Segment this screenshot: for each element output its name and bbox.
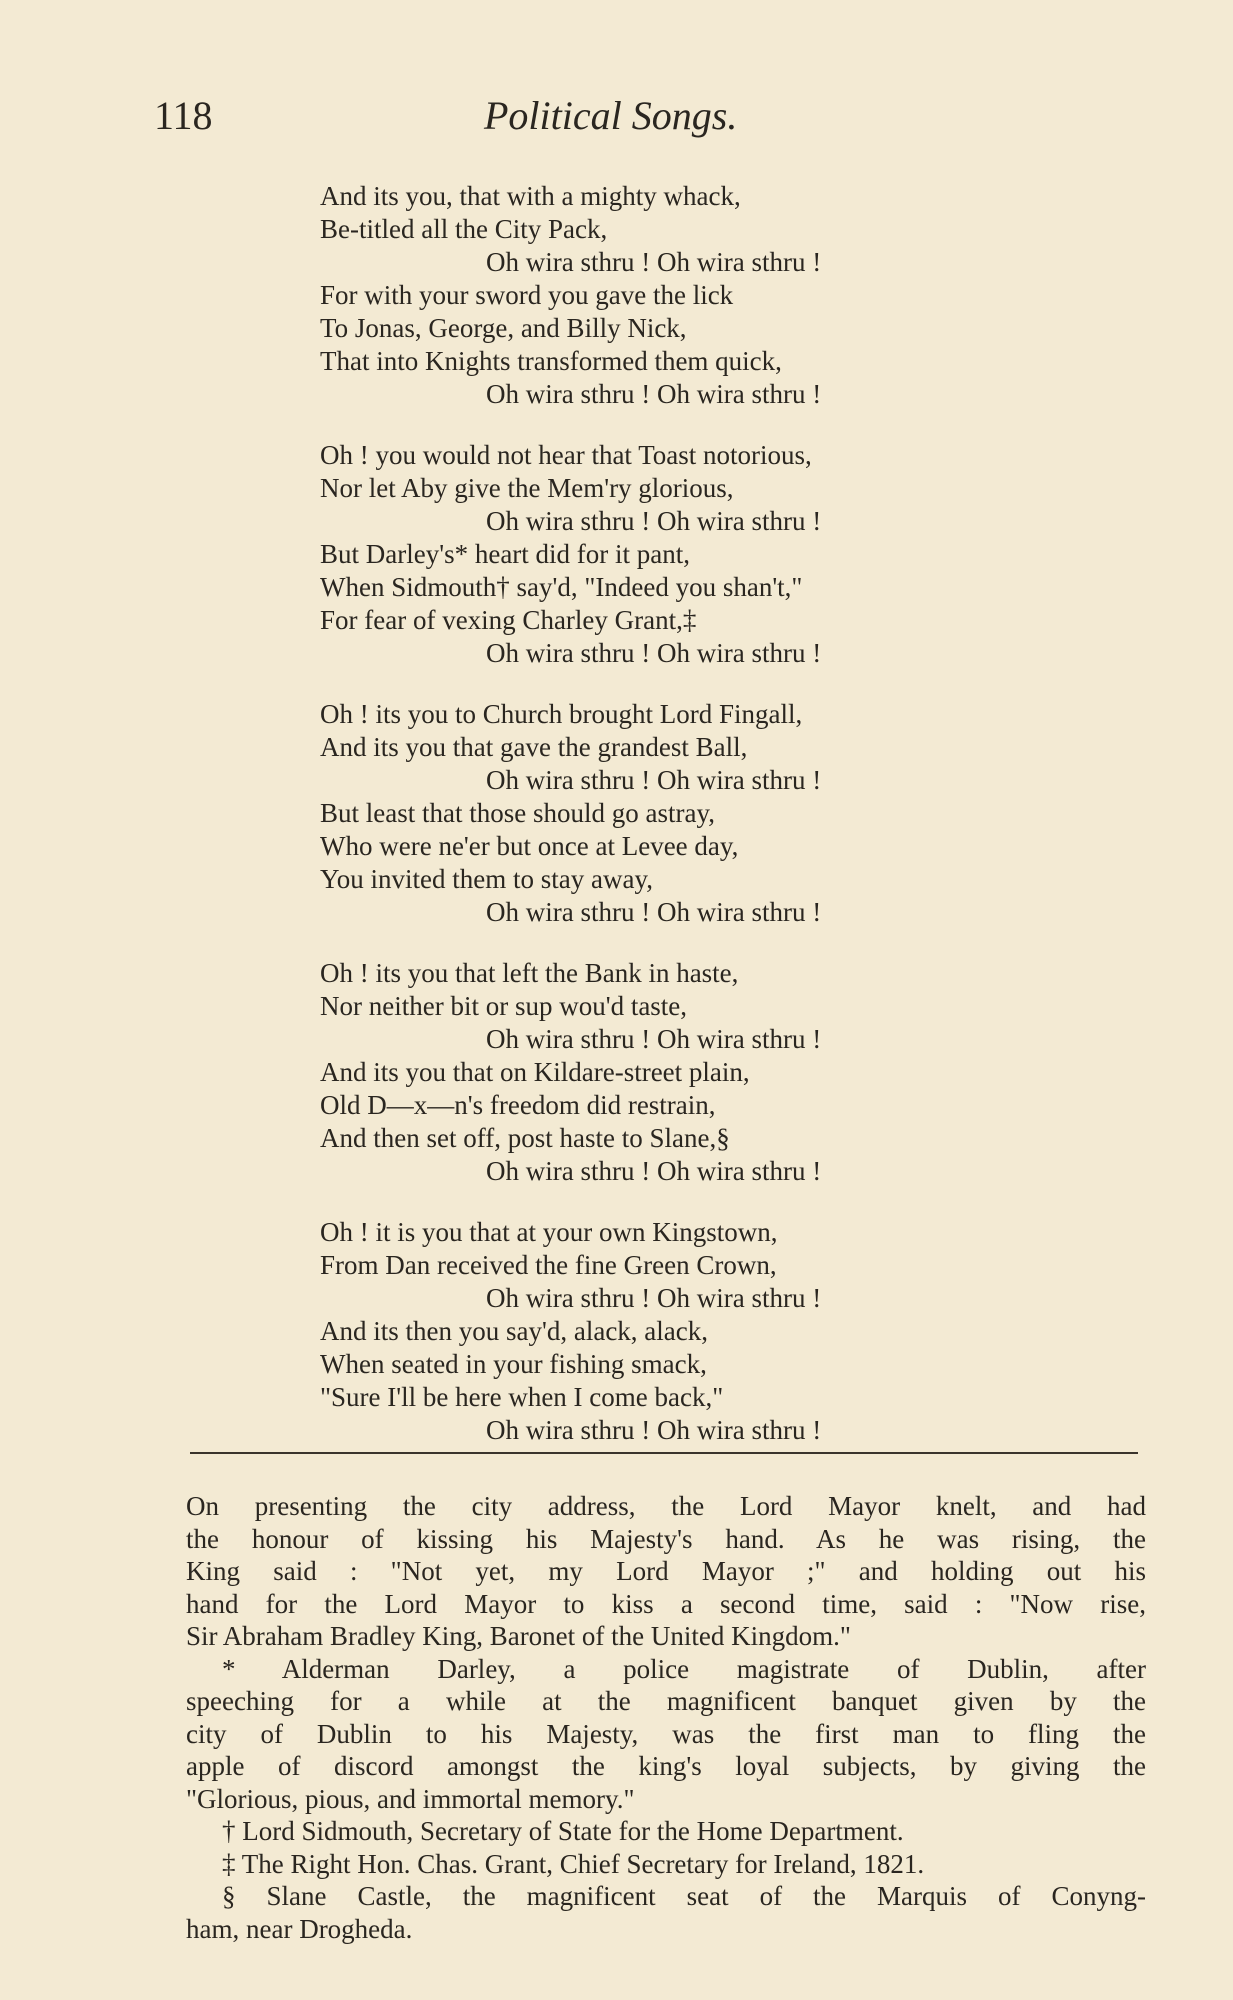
- footnote-grant: ‡ The Right Hon. Chas. Grant, Chief Secretary for Ireland, 1821.: [222, 1848, 925, 1879]
- verse-line: Who were ne'er but once at Levee day,: [320, 831, 739, 861]
- note-line: King said : "Not yet, my Lord Mayor ;" and holding out his: [186, 1556, 1146, 1586]
- page-number: 118: [154, 93, 213, 138]
- stanza-5: [320, 1216, 1040, 1447]
- verse-line: But least that those should go astray,: [320, 798, 715, 828]
- stanza-1: [320, 180, 1040, 411]
- refrain-line: Oh wira sthru ! Oh wira sthru !: [486, 765, 822, 795]
- verse-line: And its you, that with a mighty whack,: [320, 181, 741, 211]
- refrain-line: Oh wira sthru ! Oh wira sthru !: [486, 1283, 822, 1313]
- note-line: "Glorious, pious, and immortal memory.": [186, 1783, 635, 1814]
- stanza-4: [320, 957, 1040, 1188]
- running-title: Political Songs.: [484, 93, 738, 138]
- verse-line: To Jonas, George, and Billy Nick,: [320, 313, 687, 343]
- verse-line: For with your sword you gave the lick: [320, 280, 734, 310]
- note-line: apple of discord amongst the king's loyal subjects, by giving the: [186, 1751, 1146, 1781]
- refrain-line: Oh wira sthru ! Oh wira sthru !: [486, 379, 822, 409]
- note-line: On presenting the city address, the Lord Mayor knelt, and had: [186, 1491, 1146, 1521]
- verse-line: Oh ! its you that left the Bank in haste,: [320, 958, 739, 988]
- footnotes: [186, 1490, 1146, 1945]
- footnote-sidmouth: † Lord Sidmouth, Secretary of State for the Home Department.: [222, 1816, 904, 1846]
- verse-line: Oh ! it is you that at your own Kingstown,: [320, 1217, 778, 1247]
- footnote-slane: § Slane Castle, the magnificent seat of the Marquis of Conyng-: [222, 1881, 1146, 1911]
- note-line: the honour of kissing his Majesty's hand. As he was rising, the: [186, 1523, 1146, 1554]
- page-header: [154, 92, 914, 152]
- stanza-3: [320, 698, 1040, 929]
- verse-line: Oh ! you would not hear that Toast notorious,: [320, 440, 812, 470]
- verse-line: Oh ! its you to Church brought Lord Fingall,: [320, 699, 803, 729]
- refrain-line: Oh wira sthru ! Oh wira sthru !: [486, 1415, 822, 1445]
- note-line: hand for the Lord Mayor to kiss a second time, said : "Now rise,: [186, 1588, 1146, 1619]
- verse-line: And its you that gave the grandest Ball,: [320, 732, 748, 762]
- refrain-line: Oh wira sthru ! Oh wira sthru !: [486, 638, 822, 668]
- note-line: Sir Abraham Bradley King, Baronet of the United Kingdom.": [186, 1621, 851, 1651]
- footnote-darley: * Alderman Darley, a police magistrate of Dublin, after: [222, 1653, 1146, 1684]
- note-line: ham, near Drogheda.: [186, 1913, 413, 1944]
- refrain-line: Oh wira sthru ! Oh wira sthru !: [486, 247, 822, 277]
- verse-line: But Darley's* heart did for it pant,: [320, 539, 691, 569]
- poem: [320, 180, 1040, 1475]
- verse-line: From Dan received the fine Green Crown,: [320, 1250, 777, 1280]
- verse-line: When Sidmouth† say'd, "Indeed you shan't,": [320, 572, 803, 602]
- verse-line: And then set off, post haste to Slane,§: [320, 1123, 730, 1153]
- refrain-line: Oh wira sthru ! Oh wira sthru !: [486, 506, 822, 536]
- footnote-divider: [190, 1452, 1138, 1454]
- refrain-line: Oh wira sthru ! Oh wira sthru !: [486, 897, 822, 927]
- verse-line: For fear of vexing Charley Grant,‡: [320, 605, 697, 635]
- verse-line: Nor neither bit or sup wou'd taste,: [320, 991, 688, 1021]
- verse-line: And its you that on Kildare-street plain,: [320, 1057, 750, 1087]
- stanza-2: [320, 439, 1040, 670]
- verse-line: You invited them to stay away,: [320, 864, 653, 894]
- note-line: speeching for a while at the magnificent banquet given by the: [186, 1686, 1146, 1716]
- verse-line: Be-titled all the City Pack,: [320, 214, 608, 244]
- refrain-line: Oh wira sthru ! Oh wira sthru !: [486, 1156, 822, 1186]
- verse-line: Nor let Aby give the Mem'ry glorious,: [320, 473, 734, 503]
- verse-line: Old D—x—n's freedom did restrain,: [320, 1090, 716, 1120]
- verse-line: "Sure I'll be here when I come back,": [320, 1382, 724, 1412]
- verse-line: And its then you say'd, alack, alack,: [320, 1316, 709, 1346]
- verse-line: When seated in your fishing smack,: [320, 1349, 707, 1379]
- verse-line: That into Knights transformed them quick,: [320, 346, 782, 376]
- refrain-line: Oh wira sthru ! Oh wira sthru !: [486, 1024, 822, 1054]
- note-line: city of Dublin to his Majesty, was the first man to fling the: [186, 1718, 1146, 1749]
